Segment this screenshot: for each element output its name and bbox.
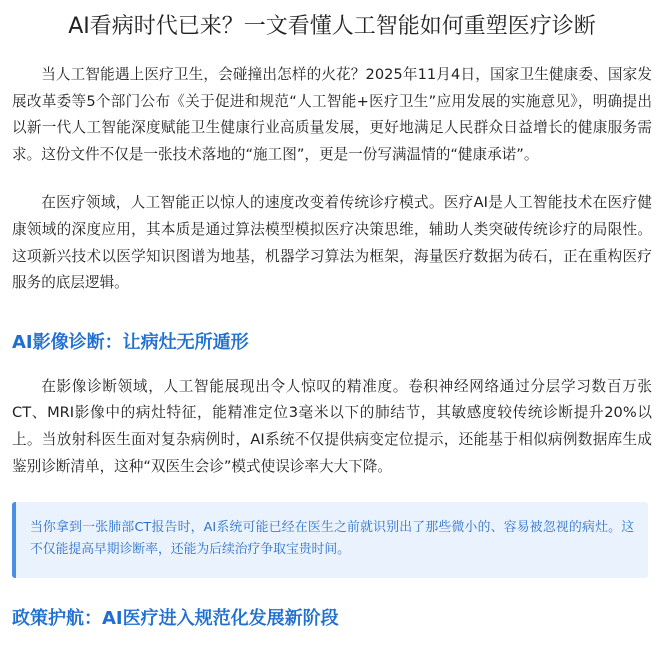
intro-paragraph: 当人工智能遇上医疗卫生，会碰撞出怎样的火花？2025年11月4日，国家卫生健康委、国家发展改革委等5个部门公布《关于促进和规范“人工智能+医疗卫生”应用发展的实施意见》，明确提出以新一代人工智能深度赋能卫生健康行业高质量发展，更好地满足人民群众日益增长的健康服务需求。这份文件不仅是一张技术落地的“施工图”，更是一份写满温情的“健康承诺”。: [12, 66, 652, 163]
medical-ai-paragraph: 在医疗领域，人工智能正以惊人的速度改变着传统诊疗模式。医疗AI是人工智能技术在医疗健康领域的深度应用，其本质是通过算法模型模拟医疗决策思维，辅助人类突破传统诊疗的局限性。这项新兴技术以医学知识图谱为地基，机器学习算法为框架，海量医疗数据为砖石，正在重构医疗服务的底层逻辑。: [12, 194, 652, 292]
section-heading-imaging: AI影像诊断：让病灶无所遁形: [12, 331, 249, 353]
tip-callout-text: 当你拿到一张肺部CT报告时，AI系统可能已经在医生之前就识别出了那些微小的、容易被忽视的病灶。这不仅能提高早期诊断率，还能为后续治疗争取宝贵时间。: [30, 520, 634, 558]
tip-callout: [12, 502, 648, 578]
section-heading-policy: 政策护航：AI医疗进入规范化发展新阶段: [12, 608, 339, 630]
imaging-paragraph: 在影像诊断领域，人工智能展现出令人惊叹的精准度。卷积神经网络通过分层学习数百万张CT、MRI影像中的病灶特征，能精准定位3毫米以下的肺结节，其敏感度较传统诊断提升20%以上。当放射科医生面对复杂病例时，AI系统不仅提供病变定位提示，还能基于相似病例数据库生成鉴别诊断清单，这种“双医生会诊”模式使误诊率大大下降。: [12, 377, 652, 475]
article-title: AI看病时代已来？一文看懂人工智能如何重塑医疗诊断: [68, 14, 596, 39]
